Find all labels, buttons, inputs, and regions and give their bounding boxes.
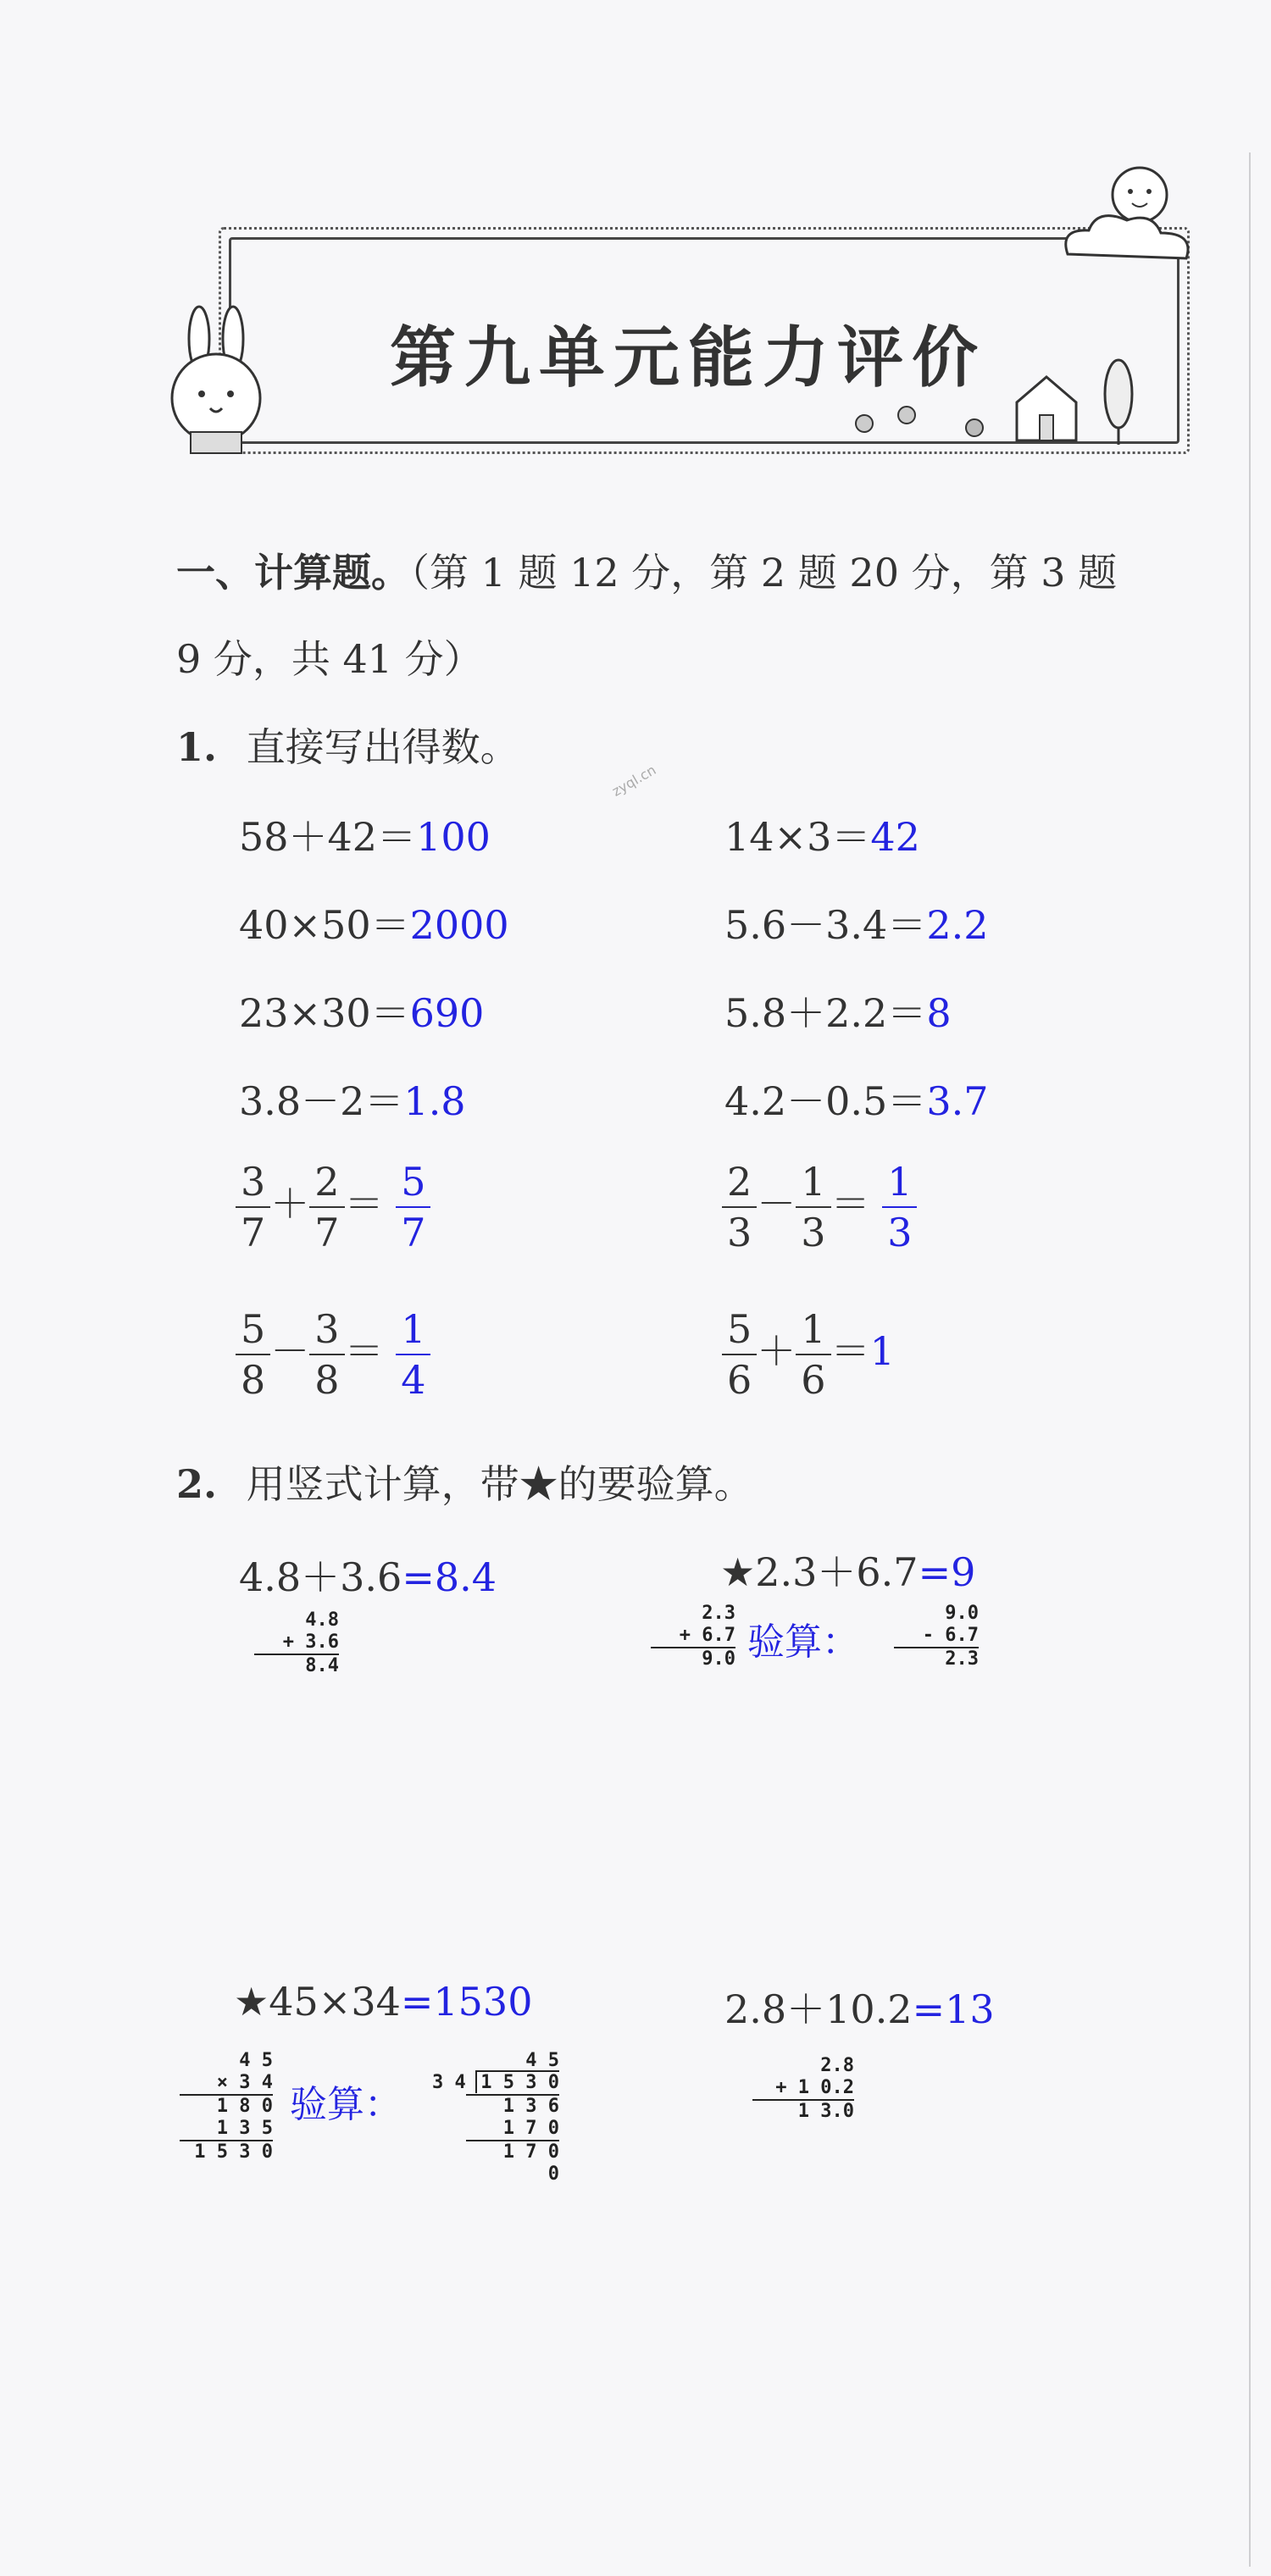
q2-line xyxy=(176,1454,753,1510)
answer: 2000 xyxy=(409,902,509,948)
answer: 8 xyxy=(926,990,952,1036)
answer: 2.2 xyxy=(926,902,989,948)
answer: =9 xyxy=(918,1549,976,1595)
section-heading-line xyxy=(176,542,1117,598)
q1-item-5: 23×30＝690 xyxy=(239,990,485,1036)
q1-item-6: 5.8＋2.2＝8 xyxy=(724,990,952,1036)
q2-problem-1: 4.8＋3.6=8.4 xyxy=(239,1554,497,1600)
sun-cloud-icon xyxy=(1042,152,1212,288)
answer: 100 xyxy=(416,814,491,860)
q1-fraction-2: $\frac{2}{3}$ － $\frac{1}{3}$ ＝ $\frac{1}{3}$ xyxy=(722,1162,917,1252)
answer: =8.4 xyxy=(402,1554,497,1600)
star-icon: ★ xyxy=(234,1979,269,2025)
check-calc-3: 4 5 3 4 1 5 3 0 1 3 6 1 7 0 1 7 0 0 xyxy=(432,2050,559,2185)
answer: =1530 xyxy=(400,1979,533,2025)
q2-problem-3: ★45×34=1530 xyxy=(234,1979,533,2025)
answer: =13 xyxy=(912,1986,995,2032)
vertical-calc-3: 4 5 × 3 4 1 8 0 1 3 5 1 5 3 0 xyxy=(180,2050,273,2163)
q1-item-7: 3.8－2＝1.8 xyxy=(239,1078,466,1124)
q2-problem-4: 2.8＋10.2=13 xyxy=(724,1986,995,2032)
watermark: zyql.cn xyxy=(609,762,659,800)
q1-item-2: 14×3＝42 xyxy=(724,814,920,860)
q1-fraction-4: $\frac{5}{6}$ ＋ $\frac{1}{6}$ ＝1 xyxy=(722,1310,895,1399)
page-edge-line xyxy=(1249,152,1251,2567)
q2-label: 2. xyxy=(176,1461,218,1507)
answer: 1.8 xyxy=(403,1078,466,1124)
q1-item-4: 5.6－3.4＝2.2 xyxy=(724,902,989,948)
answer: $\frac{5}{7}$ xyxy=(396,1162,430,1252)
answer: 42 xyxy=(870,814,920,860)
answer: 3.7 xyxy=(926,1078,989,1124)
vertical-calc-4: 2.8 + 1 0.2 1 3.0 xyxy=(752,2055,854,2123)
q1-text: 直接写出得数。 xyxy=(246,724,519,770)
vertical-calc-2: 2.3 + 6.7 9.0 xyxy=(651,1603,735,1670)
bunny-icon xyxy=(161,305,271,457)
q2-text: 用竖式计算，带★的要验算。 xyxy=(246,1461,753,1507)
q1-item-1: 58＋42＝100 xyxy=(239,814,491,860)
q1-item-3: 40×50＝2000 xyxy=(239,902,509,948)
answer: $\frac{1}{3}$ xyxy=(882,1162,917,1252)
answer: $\frac{1}{4}$ xyxy=(396,1310,430,1399)
check-label: 验算： xyxy=(747,1620,859,1664)
vertical-calc-1: 4.8 + 3.6 8.4 xyxy=(254,1609,339,1677)
answer: 1 xyxy=(869,1328,895,1374)
page-title: 第九单元能力评价 xyxy=(390,320,987,396)
check-calc-2: 9.0 - 6.7 2.3 xyxy=(894,1603,979,1670)
star-icon: ★ xyxy=(720,1549,756,1595)
q1-fraction-1: $\frac{3}{7}$ ＋ $\frac{2}{7}$ ＝ $\frac{5}{7}$ xyxy=(236,1162,430,1252)
q1-label: 1. xyxy=(176,724,218,770)
q2-problem-2: ★2.3＋6.7=9 xyxy=(720,1549,976,1595)
q1-item-8: 4.2－0.5＝3.7 xyxy=(724,1078,989,1124)
check-label-2: 验算： xyxy=(290,2083,402,2126)
q1-line xyxy=(176,717,519,773)
section-heading-detail-2: 9 分，共 41 分） xyxy=(176,636,483,682)
answer: 690 xyxy=(409,990,485,1036)
section-heading: 一、计算题。 xyxy=(176,550,410,596)
q1-fraction-3: $\frac{5}{8}$ － $\frac{3}{8}$ ＝ $\frac{1}{4}$ xyxy=(236,1310,430,1399)
section-heading-detail: （第 1 题 12 分，第 2 题 20 分，第 3 题 xyxy=(410,550,1118,596)
